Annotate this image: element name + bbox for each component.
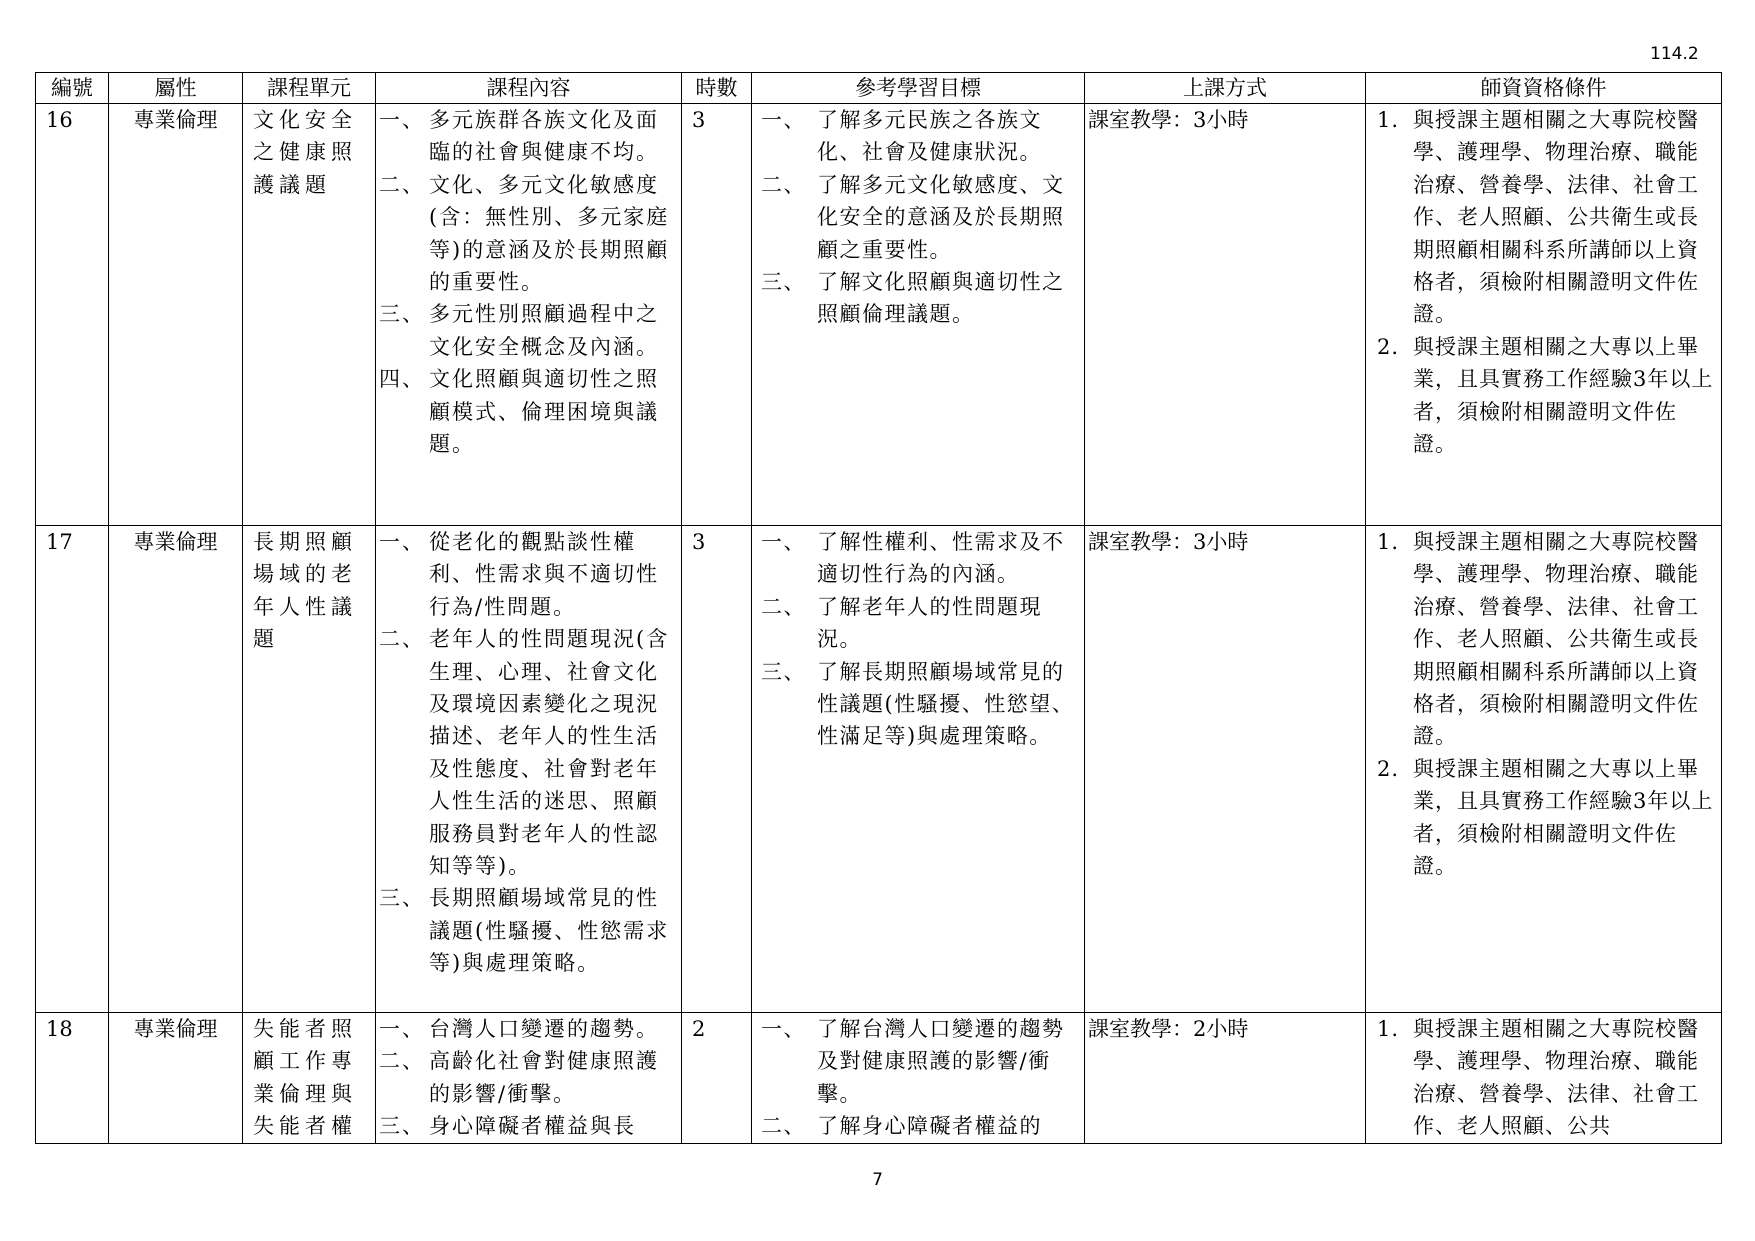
version-label: 114.2 xyxy=(1650,44,1699,64)
goal-item: 三、 了解長期照顧場域常見的性議題(性騷擾、性慾望、性滿足等)與處理策略。 xyxy=(761,659,1075,749)
qualification-item: 2. 與授課主題相關之大專以上畢業，且具實務工作經驗3年以上者，須檢附相關證明文件佐證。 xyxy=(1377,756,1714,879)
goal-item: 二、 了解身心障礙者權益的 xyxy=(761,1114,1042,1139)
row-method: 課室教學：3小時 xyxy=(1085,104,1366,526)
goal-item: 二、 了解多元文化敏感度、文化安全的意涵及於長期照顧之重要性。 xyxy=(761,172,1065,262)
row-qualifications xyxy=(1366,526,1722,1013)
row-content xyxy=(376,1013,682,1144)
qualification-item: 1. 與授課主題相關之大專院校醫學、護理學、物理治療、職能治療、營養學、法律、社會工作、老人照顧、公共 xyxy=(1377,1017,1699,1139)
row-qualifications xyxy=(1366,1013,1722,1144)
row-content xyxy=(376,526,682,1013)
goal-item: 一、 了解性權利、性需求及不適切性行為的內涵。 xyxy=(761,530,1065,587)
row-method: 課室教學：2小時 xyxy=(1085,1013,1366,1144)
col-header-id: 編號 xyxy=(36,73,109,104)
goal-item: 二、 了解老年人的性問題現況。 xyxy=(761,594,1042,652)
row-id: 17 xyxy=(36,526,109,1013)
content-item: 二、 高齡化社會對健康照護的影響/衝擊。 xyxy=(379,1049,659,1106)
qualification-item: 1. 與授課主題相關之大專院校醫學、護理學、物理治療、職能治療、營養學、法律、社會工作、老人照顧、公共衛生或長期照顧相關科系所講師以上資格者，須檢附相關證明文件佐證。 xyxy=(1377,108,1699,327)
row-attr: 專業倫理 xyxy=(109,526,243,1013)
goal-item: 一、 了解台灣人口變遷的趨勢及對健康照護的影響/衝擊。 xyxy=(761,1017,1065,1106)
content-item: 三、 身心障礙者權益與長 xyxy=(379,1114,636,1139)
content-item: 二、 老年人的性問題現況(含生理、心理、社會文化及環境因素變化之現況描述、老年人的性生活及性態度、社會對老年人性生活的迷思、照顧服務員對老年人的性認知等等)。 xyxy=(379,627,670,879)
row-method: 課室教學：3小時 xyxy=(1085,526,1366,1013)
col-header-unit: 課程單元 xyxy=(243,73,376,104)
row-unit: 長期照顧場域的老年人性議題 xyxy=(243,526,376,1013)
content-item: 二、 文化、多元文化敏感度(含：無性別、多元家庭等)的意涵及於長期照顧的重要性。 xyxy=(379,172,670,295)
row-content xyxy=(376,104,682,526)
row-attr: 專業倫理 xyxy=(109,1013,243,1144)
row-goals xyxy=(752,526,1085,1013)
row-id: 18 xyxy=(36,1013,109,1144)
table-header-row xyxy=(36,73,1722,104)
row-unit: 失能者照顧工作專業倫理與失能者權 xyxy=(243,1013,376,1144)
content-item: 三、 多元性別照顧過程中之文化安全概念及內涵。 xyxy=(379,302,659,359)
row-attr: 專業倫理 xyxy=(109,104,243,526)
content-item: 一、 台灣人口變遷的趨勢。 xyxy=(379,1017,659,1041)
table-row xyxy=(36,1013,1722,1144)
page-number: 7 xyxy=(872,1170,883,1190)
col-header-goals: 參考學習目標 xyxy=(752,73,1085,104)
row-id: 16 xyxy=(36,104,109,526)
content-item: 三、 長期照顧場域常見的性議題(性騷擾、性慾需求等)與處理策略。 xyxy=(379,886,670,976)
col-header-qualifications: 師資資格條件 xyxy=(1366,73,1722,104)
row-qualifications xyxy=(1366,104,1722,526)
goal-item: 一、 了解多元民族之各族文化、社會及健康狀況。 xyxy=(761,108,1042,165)
row-goals xyxy=(752,1013,1085,1144)
qualification-item: 1. 與授課主題相關之大專院校醫學、護理學、物理治療、職能治療、營養學、法律、社會工作、老人照顧、公共衛生或長期照顧相關科系所講師以上資格者，須檢附相關證明文件佐證。 xyxy=(1377,530,1699,749)
qualification-item: 2. 與授課主題相關之大專以上畢業，且具實務工作經驗3年以上者，須檢附相關證明文件佐證。 xyxy=(1377,334,1714,457)
col-header-attr: 屬性 xyxy=(109,73,243,104)
row-goals xyxy=(752,104,1085,526)
row-hours: 3 xyxy=(682,104,752,526)
col-header-hours: 時數 xyxy=(682,73,752,104)
table-row xyxy=(36,526,1722,1013)
course-table xyxy=(35,72,1722,1144)
content-item: 一、 從老化的觀點談性權利、性需求與不適切性行為/性問題。 xyxy=(379,530,659,619)
content-item: 一、 多元族群各族文化及面臨的社會與健康不均。 xyxy=(379,108,659,165)
col-header-content: 課程內容 xyxy=(376,73,682,104)
row-hours: 2 xyxy=(682,1013,752,1144)
row-unit: 文化安全之健康照護議題 xyxy=(243,104,376,526)
content-item: 四、 文化照顧與適切性之照顧模式、倫理困境與議題。 xyxy=(379,367,659,457)
table-row xyxy=(36,104,1722,526)
goal-item: 三、 了解文化照顧與適切性之照顧倫理議題。 xyxy=(761,270,1065,327)
row-hours: 3 xyxy=(682,526,752,1013)
col-header-method: 上課方式 xyxy=(1085,73,1366,104)
